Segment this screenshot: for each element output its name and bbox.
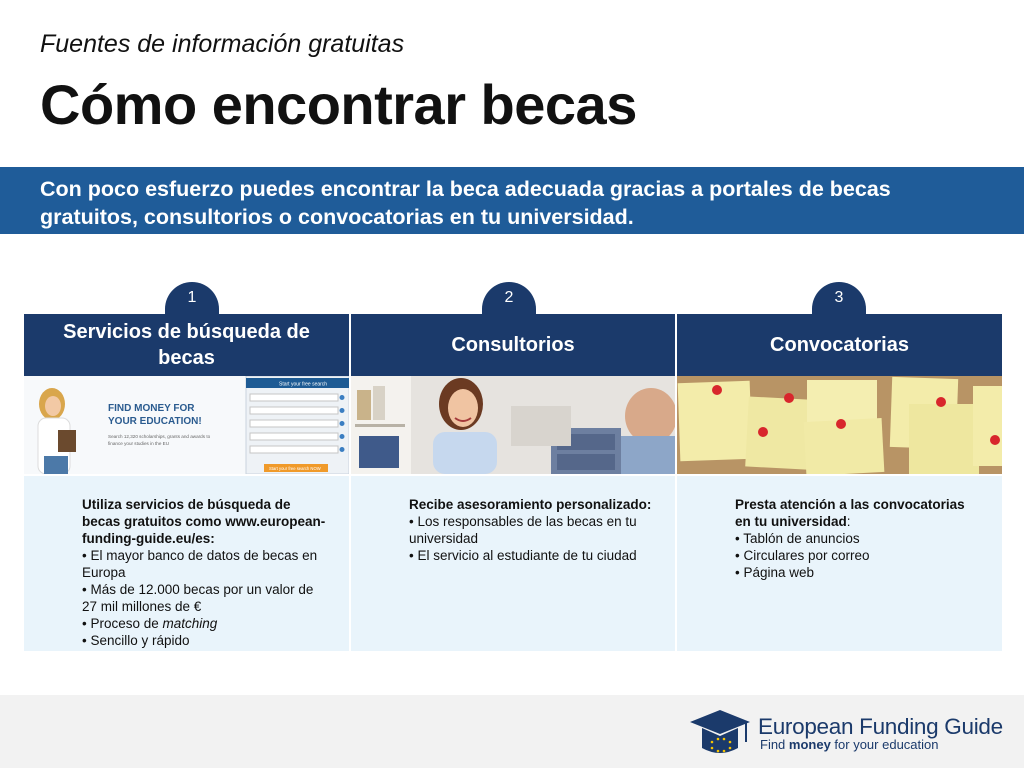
image-consultation — [351, 376, 675, 474]
bullet-item: • Tablón de anuncios — [735, 531, 860, 546]
lead-line-2: en tu universidad: — [735, 514, 851, 529]
bullet-item: • El servicio al estudiante de tu ciudad — [409, 548, 637, 563]
column-header-convocatorias: Convocatorias — [677, 314, 1002, 376]
bullet-item: • El mayor banco de datos de becas en — [82, 548, 318, 563]
bullet-item: • Proceso de matching — [82, 616, 218, 631]
pushpin — [712, 385, 722, 395]
bullet-item: • Página web — [735, 565, 815, 580]
person-face — [45, 396, 61, 416]
ad-title-line-2: YOUR EDUCATION! — [108, 416, 202, 427]
ad-title-line-1: FIND MONEY FOR — [108, 403, 195, 414]
lead-line-3: funding-guide.eu/es: — [82, 531, 215, 546]
footer-logo-tagline: Find money for your education — [760, 737, 939, 752]
woman-shirt — [433, 432, 497, 474]
client-head — [625, 388, 675, 444]
pushpin — [936, 397, 946, 407]
svg-text:Start your free search NOW: Start your free search NOW — [269, 466, 321, 471]
consultation-photo-illustration — [351, 376, 675, 474]
lead-line: Recibe asesoramiento personalizado: — [409, 497, 652, 512]
pushpin — [990, 435, 1000, 445]
website-screenshot-illustration — [24, 376, 349, 474]
pushpin — [784, 393, 794, 403]
slide-subtitle: Fuentes de información gratuitas — [40, 30, 405, 58]
graduation-cap-logo-icon — [688, 708, 752, 760]
bullet-item: • Más de 12.000 becas por un valor de — [82, 582, 314, 597]
slide-title: Cómo encontrar becas — [40, 73, 637, 136]
step-badge-3: 3 — [812, 282, 866, 314]
banner-line-2: gratuitos, consultorios o convocatorias en tu universidad. — [40, 205, 634, 229]
pushpin — [836, 419, 846, 429]
sticky-note — [909, 404, 979, 474]
text-cell-search-services — [24, 476, 349, 651]
sticky-note — [745, 396, 811, 469]
text-cell-convocatorias — [677, 476, 1002, 651]
lead-line-1: Utiliza servicios de búsqueda de — [82, 497, 291, 512]
column-header-search-services — [24, 314, 349, 376]
bullet-item-cont: universidad — [409, 531, 479, 546]
pushpin — [758, 427, 768, 437]
bullet-item: • Circulares por correo — [735, 548, 870, 563]
client-shirt — [621, 436, 675, 474]
svg-text:Start your free search: Start your free search — [279, 381, 328, 388]
corkboard-illustration — [677, 376, 1002, 474]
matching-term: matching — [162, 616, 218, 631]
intro-banner — [0, 167, 1024, 234]
header-line-2: becas — [158, 347, 215, 369]
banner-line-1: Con poco esfuerzo puedes encontrar la beca adecuada gracias a portales de becas — [40, 177, 891, 201]
footer-logo-title: European Funding Guide — [758, 714, 1003, 739]
header-line-1: Servicios de búsqueda de — [63, 321, 310, 343]
text-cell-consultorios — [351, 476, 675, 651]
image-website-screenshot — [24, 376, 349, 474]
bullet-item-cont: 27 mil millones de € — [82, 599, 202, 614]
bullet-item: • Los responsables de las becas en tu — [409, 514, 637, 529]
sticky-note — [973, 386, 1002, 466]
step-badge-1: 1 — [165, 282, 219, 314]
image-corkboard — [677, 376, 1002, 474]
column-header-consultorios: Consultorios — [351, 314, 675, 376]
bullet-item: • Sencillo y rápido — [82, 633, 190, 648]
bullet-item-cont: Europa — [82, 565, 126, 580]
person-books — [58, 430, 76, 452]
lead-line-1: Presta atención a las convocatorias — [735, 497, 965, 512]
ad-text-line-2: finance your studies in the EU — [108, 441, 170, 446]
ad-text-line-1: Search 12,320 scholarships, grants and awards to — [108, 434, 211, 439]
step-badge-2: 2 — [482, 282, 536, 314]
lead-line-2: becas gratuitos como www.european- — [82, 514, 326, 529]
